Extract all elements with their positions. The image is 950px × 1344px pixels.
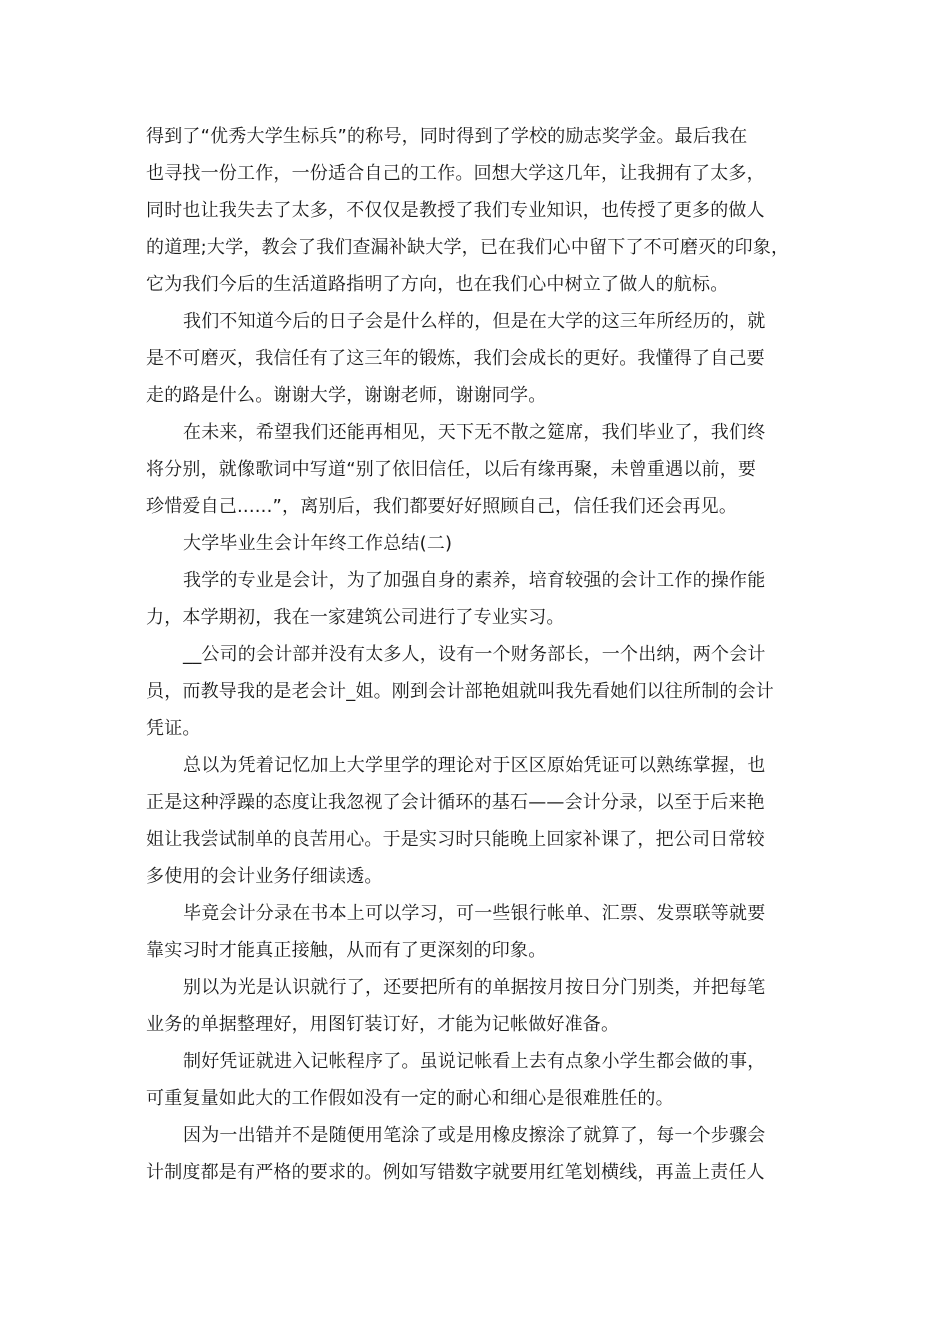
paragraph-first-line: 因为一出错并不是随便用笔涂了或是用橡皮擦涂了就算了，每一个步骤会 bbox=[183, 1125, 766, 1146]
text-line: 珍惜爱自己......”，离别后，我们都要好好照顾自己，信任我们还会再见。 bbox=[146, 496, 738, 517]
paragraph-first-line: 制好凭证就进入记帐程序了。虽说记帐看上去有点象小学生都会做的事， bbox=[183, 1051, 766, 1072]
text-line: 将分别，就像歌词中写道“别了依旧信任，以后有缘再聚，未曾重遇以前，要 bbox=[146, 459, 757, 480]
paragraph-first-line: 别以为光是认识就行了，还要把所有的单据按月按日分门别类，并把每笔 bbox=[183, 977, 766, 998]
paragraph-first-line: __公司的会计部并没有太多人，设有一个财务部长，一个出纳，两个会计 bbox=[183, 644, 766, 665]
text-line: 走的路是什么。谢谢大学，谢谢老师，谢谢同学。 bbox=[146, 385, 547, 406]
paragraph-first-line: 毕竟会计分录在书本上可以学习，可一些银行帐单、汇票、发票联等就要 bbox=[183, 903, 766, 924]
text-line: 员，而教导我的是老会计_姐。刚到会计部艳姐就叫我先看她们以往所制的会计 bbox=[146, 681, 774, 702]
text-line: 多使用的会计业务仔细读透。 bbox=[146, 866, 383, 887]
text-line: 力，本学期初，我在一家建筑公司进行了专业实习。 bbox=[146, 607, 565, 628]
paragraph-first-line: 总以为凭着记忆加上大学里学的理论对于区区原始凭证可以熟练掌握，也 bbox=[183, 755, 766, 776]
text-line: 得到了“优秀大学生标兵”的称号，同时得到了学校的励志奖学金。最后我在 bbox=[146, 126, 748, 147]
paragraph-first-line: 我学的专业是会计，为了加强自身的素养，培育较强的会计工作的操作能 bbox=[183, 570, 766, 591]
document-body bbox=[146, 118, 808, 1191]
text-line: 同时也让我失去了太多，不仅仅是教授了我们专业知识，也传授了更多的做人 bbox=[146, 200, 765, 221]
paragraph-first-line: 我们不知道今后的日子会是什么样的，但是在大学的这三年所经历的，就 bbox=[183, 311, 766, 332]
text-line: 它为我们今后的生活道路指明了方向，也在我们心中树立了做人的航标。 bbox=[146, 274, 729, 295]
text-line: 可重复量如此大的工作假如没有一定的耐心和细心是很难胜任的。 bbox=[146, 1088, 674, 1109]
text-line: 是不可磨灭，我信任有了这三年的锻炼，我们会成长的更好。我懂得了自己要 bbox=[146, 348, 765, 369]
text-line: 凭证。 bbox=[146, 718, 201, 739]
paragraph-first-line: 在未来，希望我们还能再相见，天下无不散之筵席，我们毕业了，我们终 bbox=[183, 422, 766, 443]
text-line: 靠实习时才能真正接触，从而有了更深刻的印象。 bbox=[146, 940, 547, 961]
text-line: 也寻找一份工作，一份适合自己的工作。回想大学这几年，让我拥有了太多， bbox=[146, 163, 765, 184]
section-heading: 大学毕业生会计年终工作总结(二) bbox=[183, 533, 453, 554]
text-line: 业务的单据整理好，用图钉装订好，才能为记帐做好准备。 bbox=[146, 1014, 620, 1035]
text-line: 的道理;大学，教会了我们查漏补缺大学，已在我们心中留下了不可磨灭的印象， bbox=[146, 237, 790, 258]
text-line: 计制度都是有严格的要求的。例如写错数字就要用红笔划横线，再盖上责任人 bbox=[146, 1162, 765, 1183]
text-line: 姐让我尝试制单的良苦用心。于是实习时只能晚上回家补课了，把公司日常较 bbox=[146, 829, 765, 850]
text-line: 正是这种浮躁的态度让我忽视了会计循环的基石——会计分录，以至于后来艳 bbox=[146, 792, 765, 813]
